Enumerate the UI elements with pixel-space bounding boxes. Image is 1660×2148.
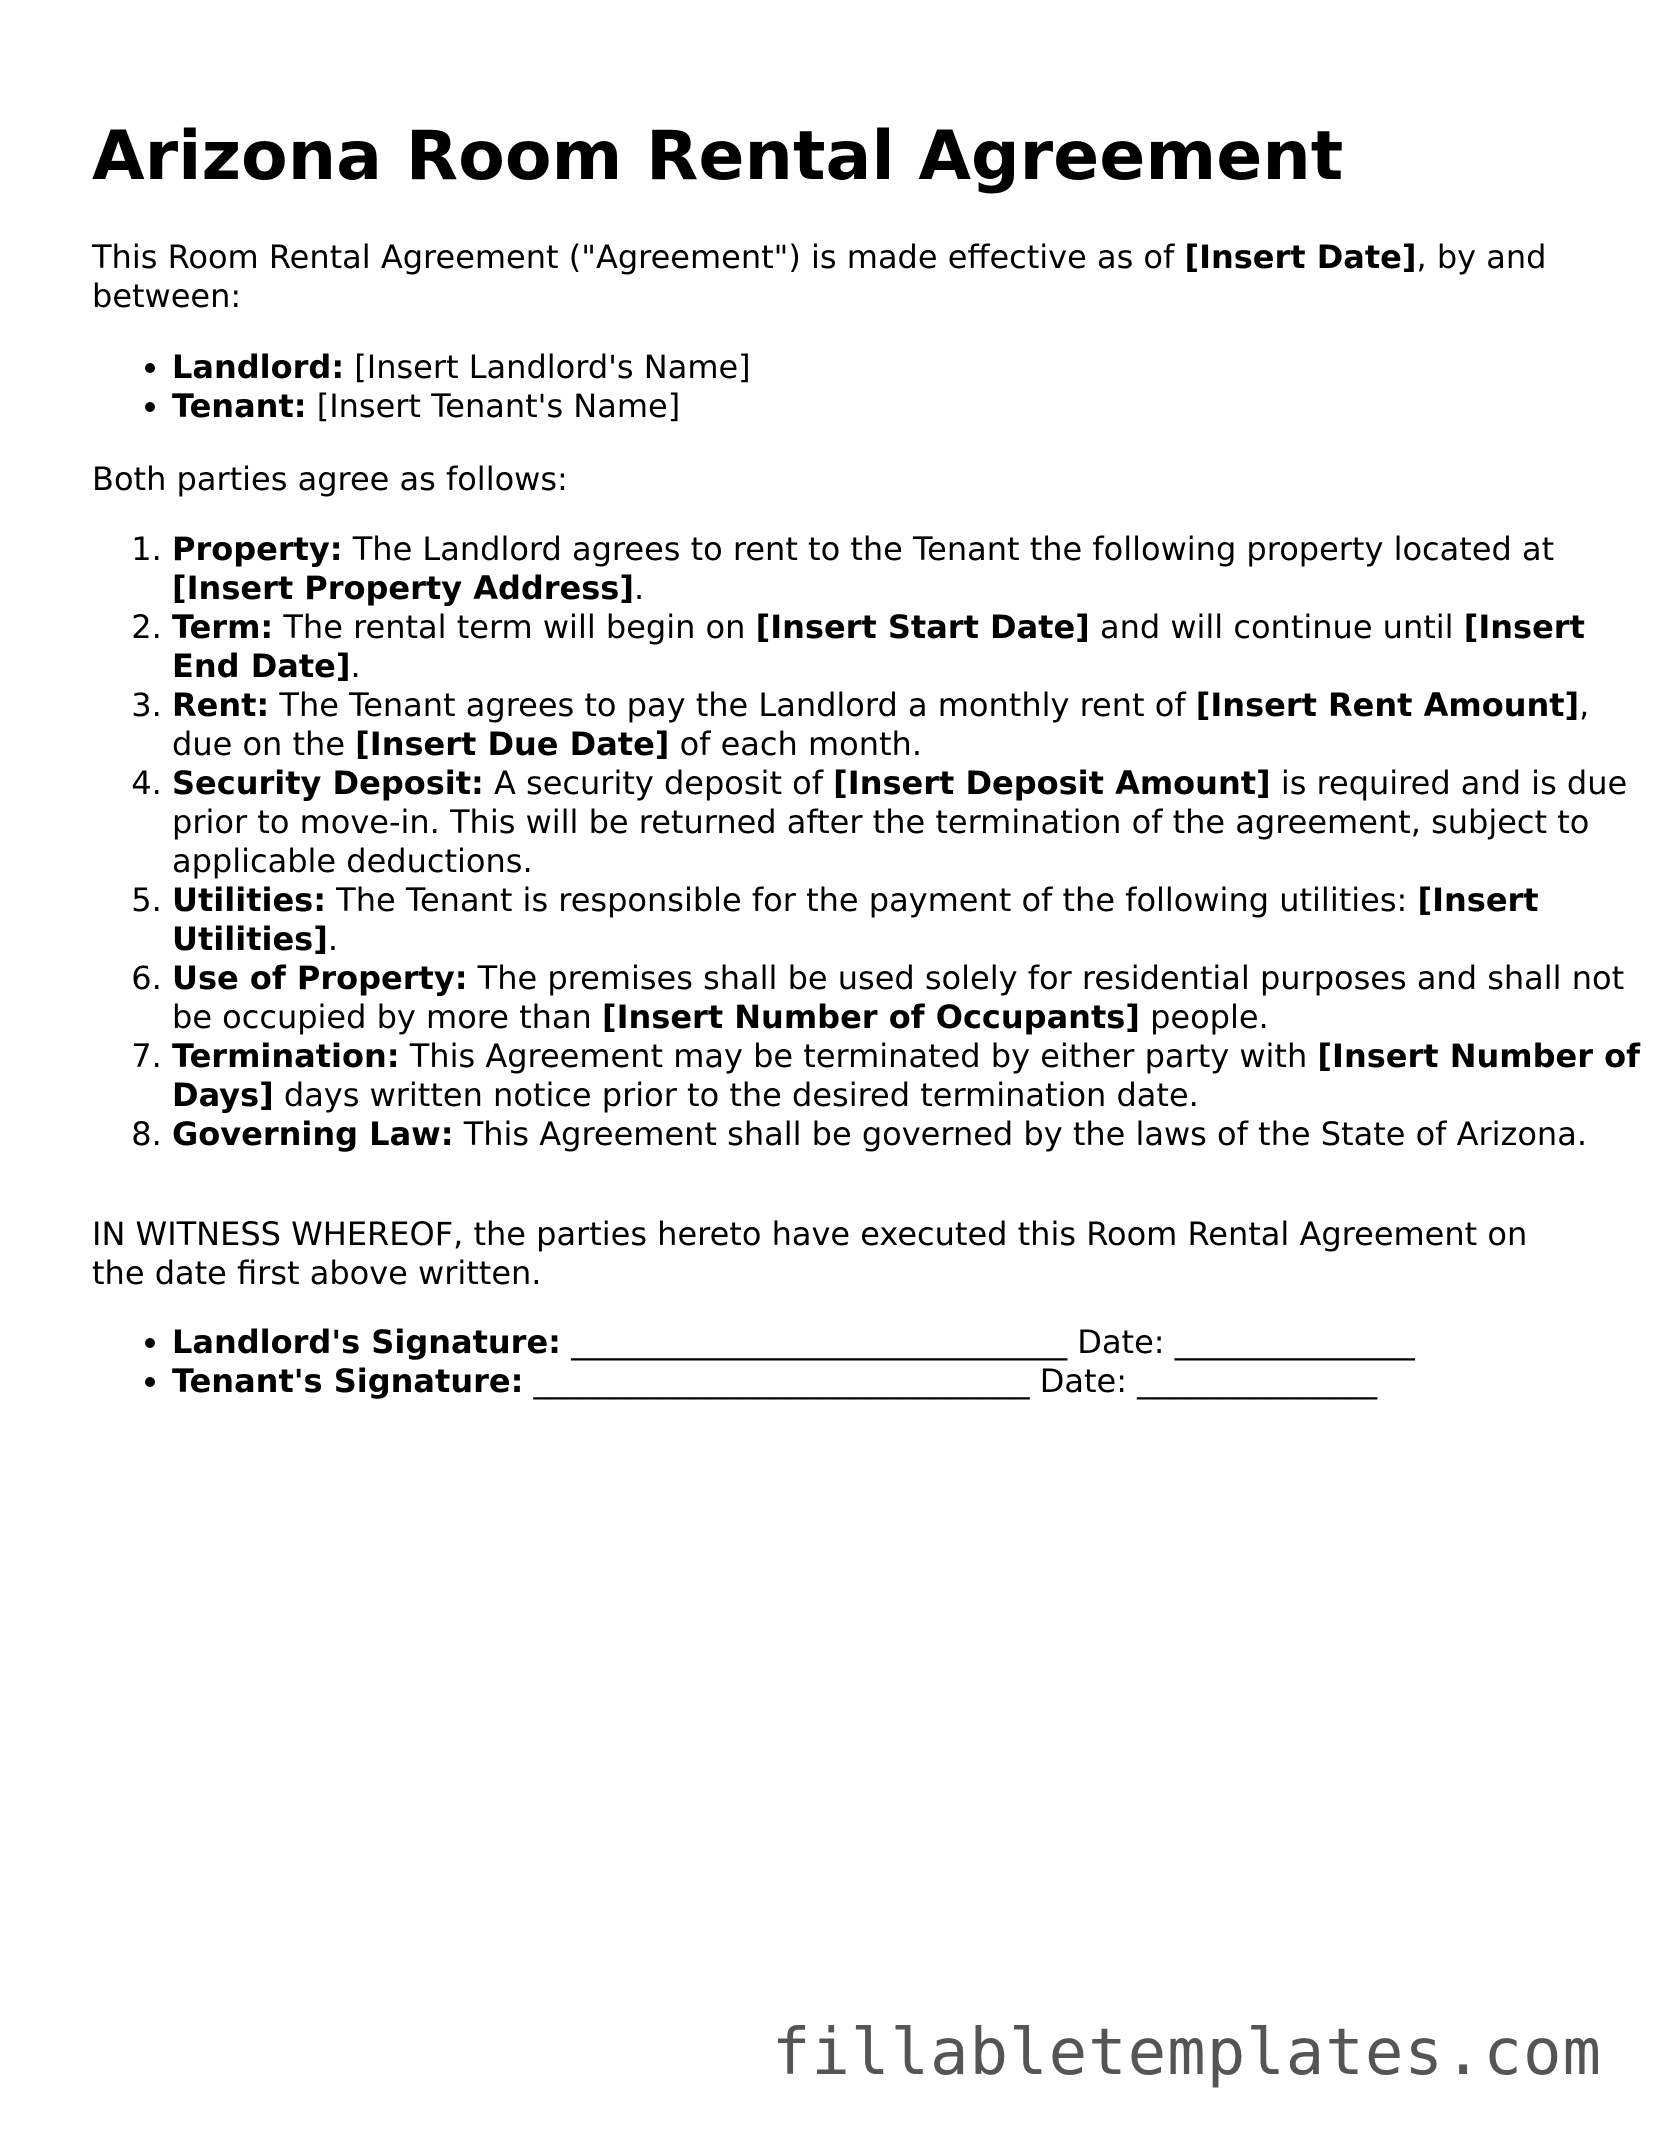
term-use-label: Use of Property: <box>172 959 468 997</box>
term-use-placeholder: [Insert Number of Occupants] <box>601 998 1140 1036</box>
term-term-text-end: . <box>350 647 361 685</box>
term-rent-amount-placeholder: [Insert Rent Amount] <box>1195 686 1580 724</box>
term-property-label: Property: <box>172 530 343 568</box>
term-property-text-end: . <box>633 569 645 607</box>
term-termination-text: This Agreement may be terminated by either party with <box>399 1037 1318 1075</box>
term-term <box>172 608 1652 686</box>
watermark-text: fillabletemplates.com <box>771 2016 1602 2090</box>
party-tenant-label: Tenant: <box>172 387 307 425</box>
term-rent-text-mid: , due on the <box>172 686 1590 763</box>
term-utilities-placeholder: [Insert Utilities] <box>172 881 1539 958</box>
term-rent-due-placeholder: [Insert Due Date] <box>355 725 670 763</box>
term-utilities-text: The Tenant is responsible for the payment of the following utilities: <box>326 881 1418 919</box>
term-deposit-label: Security Deposit: <box>172 764 484 802</box>
signature-tenant-line: _______________________________ Date: _______________ <box>523 1362 1378 1400</box>
intro-text-after: , by and between: <box>92 238 1547 315</box>
term-use-text-end: people. <box>1139 998 1269 1036</box>
signature-tenant-label: Tenant's Signature: <box>172 1362 524 1400</box>
term-rent-text: The Tenant agrees to pay the Landlord a monthly rent of <box>269 686 1196 724</box>
term-use <box>172 959 1652 1037</box>
parties-list <box>92 348 1660 426</box>
witness-paragraph: IN WITNESS WHEREOF, the parties hereto have executed this Room Rental Agreement on the date first above written. <box>92 1215 1528 1292</box>
page-title: Arizona Room Rental Agreement <box>92 117 1344 196</box>
term-termination-placeholder: [Insert Number of Days] <box>172 1037 1641 1114</box>
term-termination-text-end: days written notice prior to the desired termination date. <box>273 1076 1199 1114</box>
term-deposit-text-end: is required and is due prior to move-in. This will be returned after the termination of the agreement, subject to applicable deductions. <box>172 764 1628 880</box>
term-utilities <box>172 881 1652 959</box>
signatures-list <box>92 1323 1660 1401</box>
term-law-label: Governing Law: <box>172 1115 454 1153</box>
signature-tenant <box>172 1362 1660 1401</box>
term-term-text: The rental term will begin on <box>273 608 756 646</box>
term-use-text: The premises shall be used solely for residential purposes and shall not be occupied by more than <box>172 959 1625 1036</box>
term-property-placeholder: [Insert Property Address] <box>172 569 634 607</box>
term-property <box>172 530 1652 608</box>
term-deposit-placeholder: [Insert Deposit Amount] <box>833 764 1271 802</box>
term-rent <box>172 686 1652 764</box>
signature-landlord-label: Landlord's Signature: <box>172 1323 561 1361</box>
terms-list <box>92 530 1652 1154</box>
term-deposit-text: A security deposit of <box>483 764 834 802</box>
signature-landlord <box>172 1323 1660 1362</box>
term-law-text: This Agreement shall be governed by the laws of the State of Arizona. <box>453 1115 1587 1153</box>
party-landlord <box>172 348 1660 387</box>
term-utilities-label: Utilities: <box>172 881 326 919</box>
term-termination <box>172 1037 1652 1115</box>
signature-landlord-line: _______________________________ Date: _______________ <box>560 1323 1415 1361</box>
term-term-end-placeholder: [Insert End Date] <box>172 608 1585 685</box>
term-rent-label: Rent: <box>172 686 270 724</box>
term-termination-label: Termination: <box>172 1037 400 1075</box>
term-utilities-text-end: . <box>327 920 338 958</box>
term-term-start-placeholder: [Insert Start Date] <box>755 608 1090 646</box>
party-tenant-value: [Insert Tenant's Name] <box>306 387 681 425</box>
party-landlord-label: Landlord: <box>172 348 345 386</box>
term-law <box>172 1115 1652 1154</box>
term-deposit <box>172 764 1652 881</box>
intro-text-before: This Room Rental Agreement ("Agreement") is made effective as of <box>92 238 1185 276</box>
intro-date-placeholder: [Insert Date] <box>1184 238 1417 276</box>
party-landlord-value: [Insert Landlord's Name] <box>344 348 751 386</box>
term-rent-text-end: of each month. <box>669 725 922 763</box>
term-term-text-mid: and will continue until <box>1089 608 1464 646</box>
term-property-text: The Landlord agrees to rent to the Tenant the following property located at <box>342 530 1555 568</box>
intro-paragraph <box>92 238 1582 316</box>
term-term-label: Term: <box>172 608 274 646</box>
party-tenant <box>172 387 1660 426</box>
agree-text: Both parties agree as follows: <box>92 460 568 498</box>
